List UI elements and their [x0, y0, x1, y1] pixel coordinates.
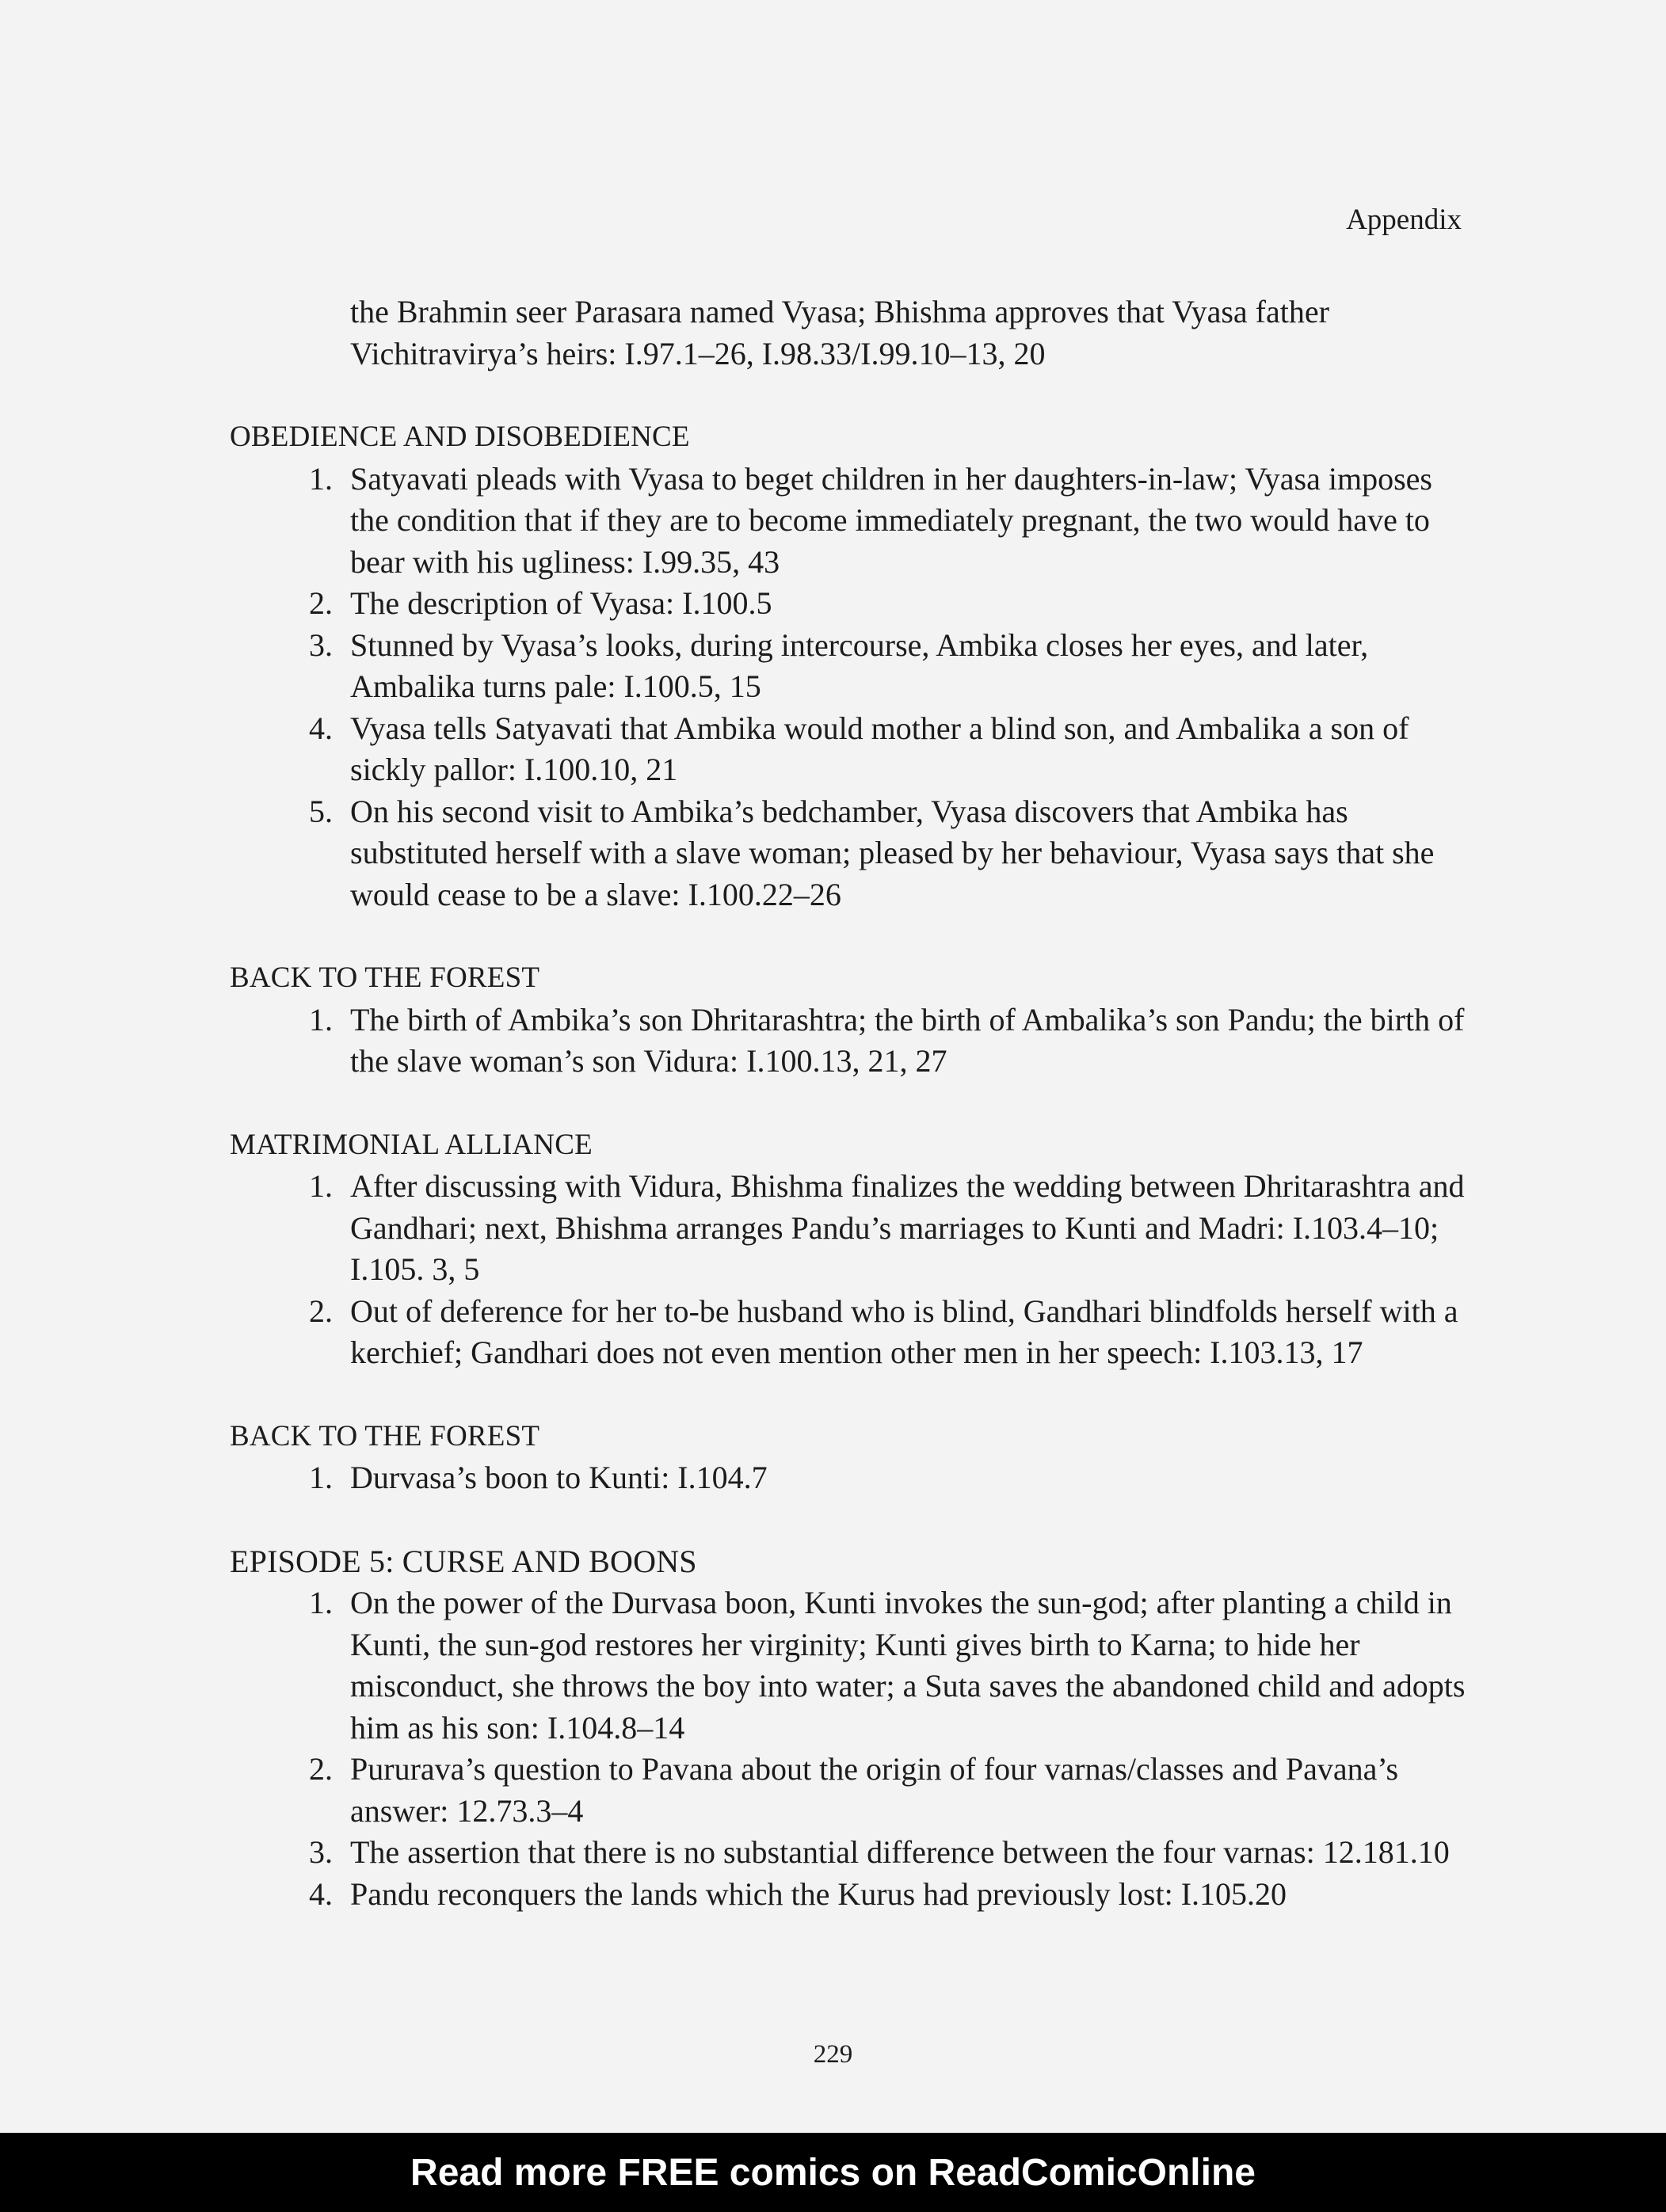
- page-content: [230, 291, 1477, 1957]
- section-back-to-forest-2: [230, 1416, 1477, 1499]
- item-number: 4.: [309, 710, 333, 746]
- item-list: [230, 1166, 1477, 1374]
- item-text: On the power of the Durvasa boon, Kunti invokes the sun-god; after planting a child in Kunti, the sun-god restores her virginity; Kunti gives birth to Karna; to hide her misconduct, she throws the boy into water; a Suta saves the abandoned child and adopts him as his son: I.104.8–14: [350, 1585, 1466, 1746]
- section-obedience: [230, 417, 1477, 916]
- list-item: [230, 1457, 1477, 1499]
- item-number: 1.: [309, 1460, 333, 1495]
- item-number: 3.: [309, 626, 333, 663]
- list-item: [230, 1874, 1477, 1916]
- list-item: [230, 1582, 1477, 1749]
- item-text: Pandu reconquers the lands which the Kurus had previously lost: I.105.20: [350, 1875, 1287, 1912]
- section-title: EPISODE 5: CURSE AND BOONS: [230, 1543, 697, 1579]
- list-item: [230, 1832, 1477, 1874]
- section-title: BACK TO THE FOREST: [230, 1419, 540, 1452]
- section-matrimonial-alliance: [230, 1125, 1477, 1374]
- list-item: [230, 708, 1477, 791]
- item-text: The description of Vyasa: I.100.5: [350, 585, 772, 621]
- section-title: MATRIMONIAL ALLIANCE: [230, 1128, 593, 1161]
- item-text: The birth of Ambika’s son Dhritarashtra; the birth of Ambalika’s son Pandu; the birth of the slave woman’s son Vidura: I.100.13, 21, 27: [350, 1001, 1465, 1079]
- list-item: [230, 583, 1477, 625]
- item-number: 1.: [309, 1168, 333, 1204]
- item-text: Pururava’s question to Pavana about the origin of four varnas/classes and Pavana’s answer: 12.73.3–4: [350, 1751, 1399, 1829]
- item-number: 2.: [309, 585, 333, 621]
- item-text: Durvasa’s boon to Kunti: I.104.7: [350, 1460, 768, 1495]
- list-item: [230, 1291, 1477, 1374]
- list-item: [230, 625, 1477, 708]
- item-number: 1.: [309, 1585, 333, 1620]
- section-title: OBEDIENCE AND DISOBEDIENCE: [230, 421, 690, 453]
- item-list: [230, 1582, 1477, 1915]
- item-number: 1.: [309, 460, 333, 497]
- list-item: [230, 1749, 1477, 1832]
- item-text: Out of deference for her to-be husband who is blind, Gandhari blindfolds herself with a kerchief; Gandhari does not even mention other men in her speech: I.103.13, 17: [350, 1293, 1458, 1370]
- section-back-to-forest-1: [230, 958, 1477, 1083]
- list-item: [230, 1166, 1477, 1291]
- continuation-paragraph: the Brahmin seer Parasara named Vyasa; Bhishma approves that Vyasa father Vichitravirya’s heirs: I.97.1–26, I.98.33/I.99.10–13, 20: [350, 294, 1329, 371]
- promo-banner-link[interactable]: Read more FREE comics on ReadComicOnline: [0, 2133, 1666, 2212]
- section-episode-5: [230, 1541, 1477, 1916]
- item-number: 5.: [309, 793, 333, 829]
- section-title: BACK TO THE FOREST: [230, 961, 540, 994]
- list-item: [230, 791, 1477, 916]
- item-text: Vyasa tells Satyavati that Ambika would mother a blind son, and Ambalika a son of sickly pallor: I.100.10, 21: [350, 710, 1409, 787]
- item-number: 4.: [309, 1875, 333, 1912]
- list-item: [230, 999, 1477, 1083]
- running-head: Appendix: [1346, 204, 1462, 236]
- item-text: Satyavati pleads with Vyasa to beget children in her daughters-in-law; Vyasa imposes the condition that if they are to become immediately pregnant, the two would have to bear with his ugliness: I.99.35, 43: [350, 460, 1432, 580]
- item-number: 1.: [309, 1001, 333, 1037]
- item-number: 2.: [309, 1751, 333, 1787]
- item-list: [230, 999, 1477, 1083]
- item-text: After discussing with Vidura, Bhishma finalizes the wedding between Dhritarashtra and Gandhari; next, Bhishma arranges Pandu’s marriages to Kunti and Madri: I.103.4–10; I.105. 3, 5: [350, 1168, 1465, 1287]
- item-text: The assertion that there is no substantial difference between the four varnas: 12.181.10: [350, 1834, 1450, 1870]
- list-item: [230, 459, 1477, 584]
- item-number: 3.: [309, 1834, 333, 1870]
- item-number: 2.: [309, 1293, 333, 1329]
- page-number: 229: [813, 2040, 853, 2069]
- item-text: On his second visit to Ambika’s bedchamber, Vyasa discovers that Ambika has substituted herself with a slave woman; pleased by her behaviour, Vyasa says that she would cease to be a slave: I.100.22–26: [350, 793, 1435, 912]
- item-text: Stunned by Vyasa’s looks, during intercourse, Ambika closes her eyes, and later, Ambalika turns pale: I.100.5, 15: [350, 626, 1369, 704]
- item-list: [230, 1457, 1477, 1499]
- item-list: [230, 459, 1477, 916]
